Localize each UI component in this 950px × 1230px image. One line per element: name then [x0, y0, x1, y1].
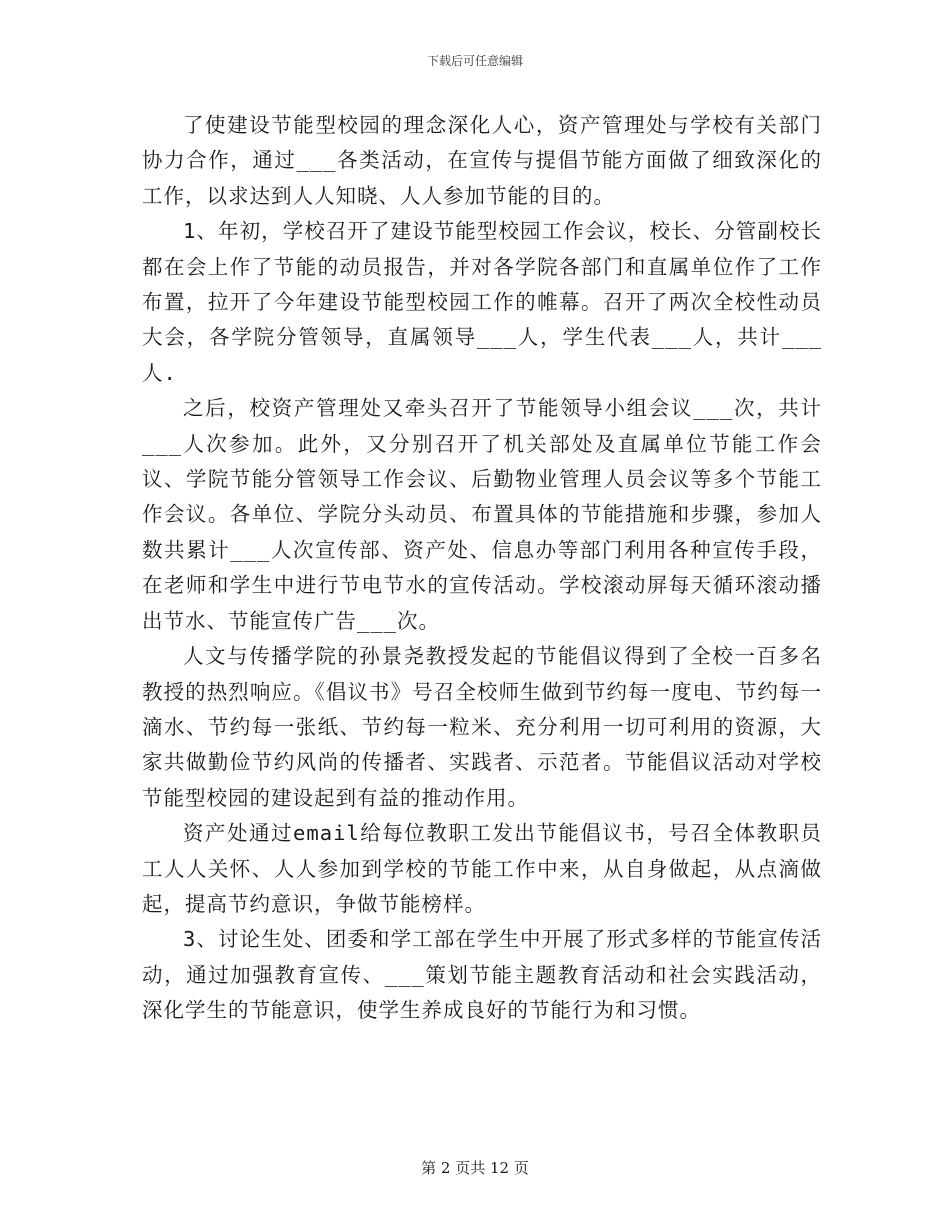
paragraph-item-3: 3、讨论生处、团委和学工部在学生中开展了形式多样的节能宣传活动，通过加强教育宣传、___策划节能主题教育活动和社会实践活动，深化学生的节能意识，使学生养成良好的节能行为和习惯。: [142, 927, 822, 1023]
paragraph-initiative: 人文与传播学院的孙景尧教授发起的节能倡议得到了全校一百多名教授的热烈响应。《倡议书》号召全校师生做到节约每一度电、节约每一滴水、节约每一张纸、节约每一粒米、充分利用一切可利用的资源，大家共做勤俭节约风尚的传播者、实践者、示范者。节能倡议活动对学校节能型校园的建设起到有益的推动作用。: [142, 644, 822, 810]
paragraph-email: 资产处通过email给每位教职工发出节能倡议书，号召全体教职员工人人关怀、人人参加到学校的节能工作中来，从自身做起，从点滴做起，提高节约意识，争做节能榜样。: [142, 821, 822, 916]
page-footer: 第 2 页共 12 页: [421, 1159, 529, 1177]
paragraph-item-1: 1、年初，学校召开了建设节能型校园工作会议，校长、分管副校长都在会上作了节能的动员报告，并对各学院各部门和直属单位作了工作布置，拉开了今年建设节能型校园工作的帷幕。召开了两次全校性动员大会，各学院分管领导，直属领导___人，学生代表___人，共计___人.: [142, 219, 822, 385]
paragraph-intro: 了使建设节能型校园的理念深化人心，资产管理处与学校有关部门协力合作，通过___各类活动，在宣传与提倡节能方面做了细致深化的工作，以求达到人人知晓、人人参加节能的目的。: [142, 113, 822, 208]
page-header: 下载后可任意编辑: [426, 54, 523, 68]
paragraph-meetings: 之后，校资产管理处又牵头召开了节能领导小组会议___次，共计___人次参加。此外，又分别召开了机关部处及直属单位节能工作会议、学院节能分管领导工作会议、后勤物业管理人员会议等多个节能工作会议。各单位、学院分头动员、布置具体的节能措施和步骤，参加人数共累计___人次宣传部、资产处、信息办等部门利用各种宣传手段，在老师和学生中进行节电节水的宣传活动。学校滚动屏每天循环滚动播出节水、节能宣传广告___次。: [142, 396, 822, 633]
document-body: [142, 108, 822, 1029]
